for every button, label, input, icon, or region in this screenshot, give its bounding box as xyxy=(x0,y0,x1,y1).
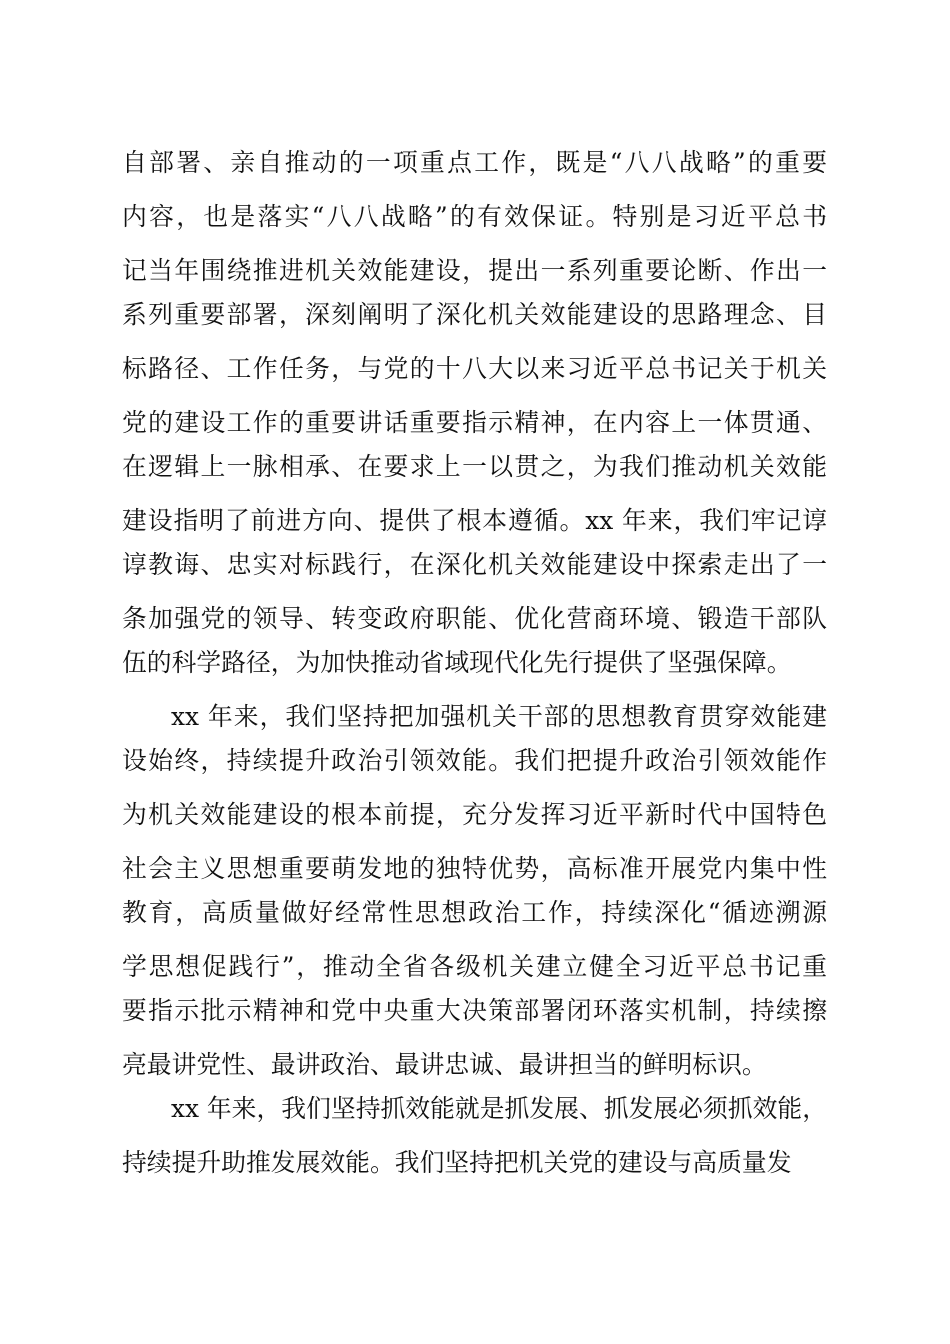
body-text-line: 记当年围绕推进机关效能建设，提出一系列重要论断、作出一 xyxy=(122,256,827,285)
body-text-line: 社会主义思想重要萌发地的独特优势，高标准开展党内集中性 xyxy=(122,854,827,883)
body-text-line: 党的建设工作的重要讲话重要指示精神，在内容上一体贯通、 xyxy=(122,408,827,437)
body-text-line: 系列重要部署，深刻阐明了深化机关效能建设的思路理念、目 xyxy=(122,300,827,329)
body-text-line: 建设指明了前进方向、提供了根本遵循。xx 年来，我们牢记谆 xyxy=(122,506,827,535)
body-text-line: 为机关效能建设的根本前提，充分发挥习近平新时代中国特色 xyxy=(122,800,827,829)
paragraph-first-line: xx 年来，我们坚持抓效能就是抓发展、抓发展必须抓效能， xyxy=(171,1094,827,1123)
body-text-line: 谆教诲、忠实对标践行，在深化机关效能建设中探索走出了一 xyxy=(122,550,827,579)
paragraph-first-line: xx 年来，我们坚持把加强机关干部的思想教育贯穿效能建 xyxy=(171,702,827,731)
body-text-line: 内容，也是落实“八八战略”的有效保证。特别是习近平总书 xyxy=(122,202,827,231)
body-text-line: 设始终，持续提升政治引领效能。我们把提升政治引领效能作 xyxy=(122,746,827,775)
body-text-line: 伍的科学路径，为加快推动省域现代化先行提供了坚强保障。 xyxy=(122,648,792,677)
body-text-line: 标路径、工作任务，与党的十八大以来习近平总书记关于机关 xyxy=(122,354,827,383)
body-text-line: 在逻辑上一脉相承、在要求上一以贯之，为我们推动机关效能 xyxy=(122,452,827,481)
body-text-line: 教育，高质量做好经常性思想政治工作，持续深化“循迹溯源 xyxy=(122,898,827,927)
body-text-line: 条加强党的领导、转变政府职能、优化营商环境、锻造干部队 xyxy=(122,604,827,633)
body-text-line: 要指示批示精神和党中央重大决策部署闭环落实机制，持续擦 xyxy=(122,996,827,1025)
body-text-line: 学思想促践行”，推动全省各级机关建立健全习近平总书记重 xyxy=(122,952,827,981)
body-text-line: 持续提升助推发展效能。我们坚持把机关党的建设与高质量发 xyxy=(122,1148,792,1177)
body-text-line: 亮最讲党性、最讲政治、最讲忠诚、最讲担当的鲜明标识。 xyxy=(122,1050,767,1079)
body-text-line: 自部署、亲自推动的一项重点工作，既是“八八战略”的重要 xyxy=(122,148,827,177)
